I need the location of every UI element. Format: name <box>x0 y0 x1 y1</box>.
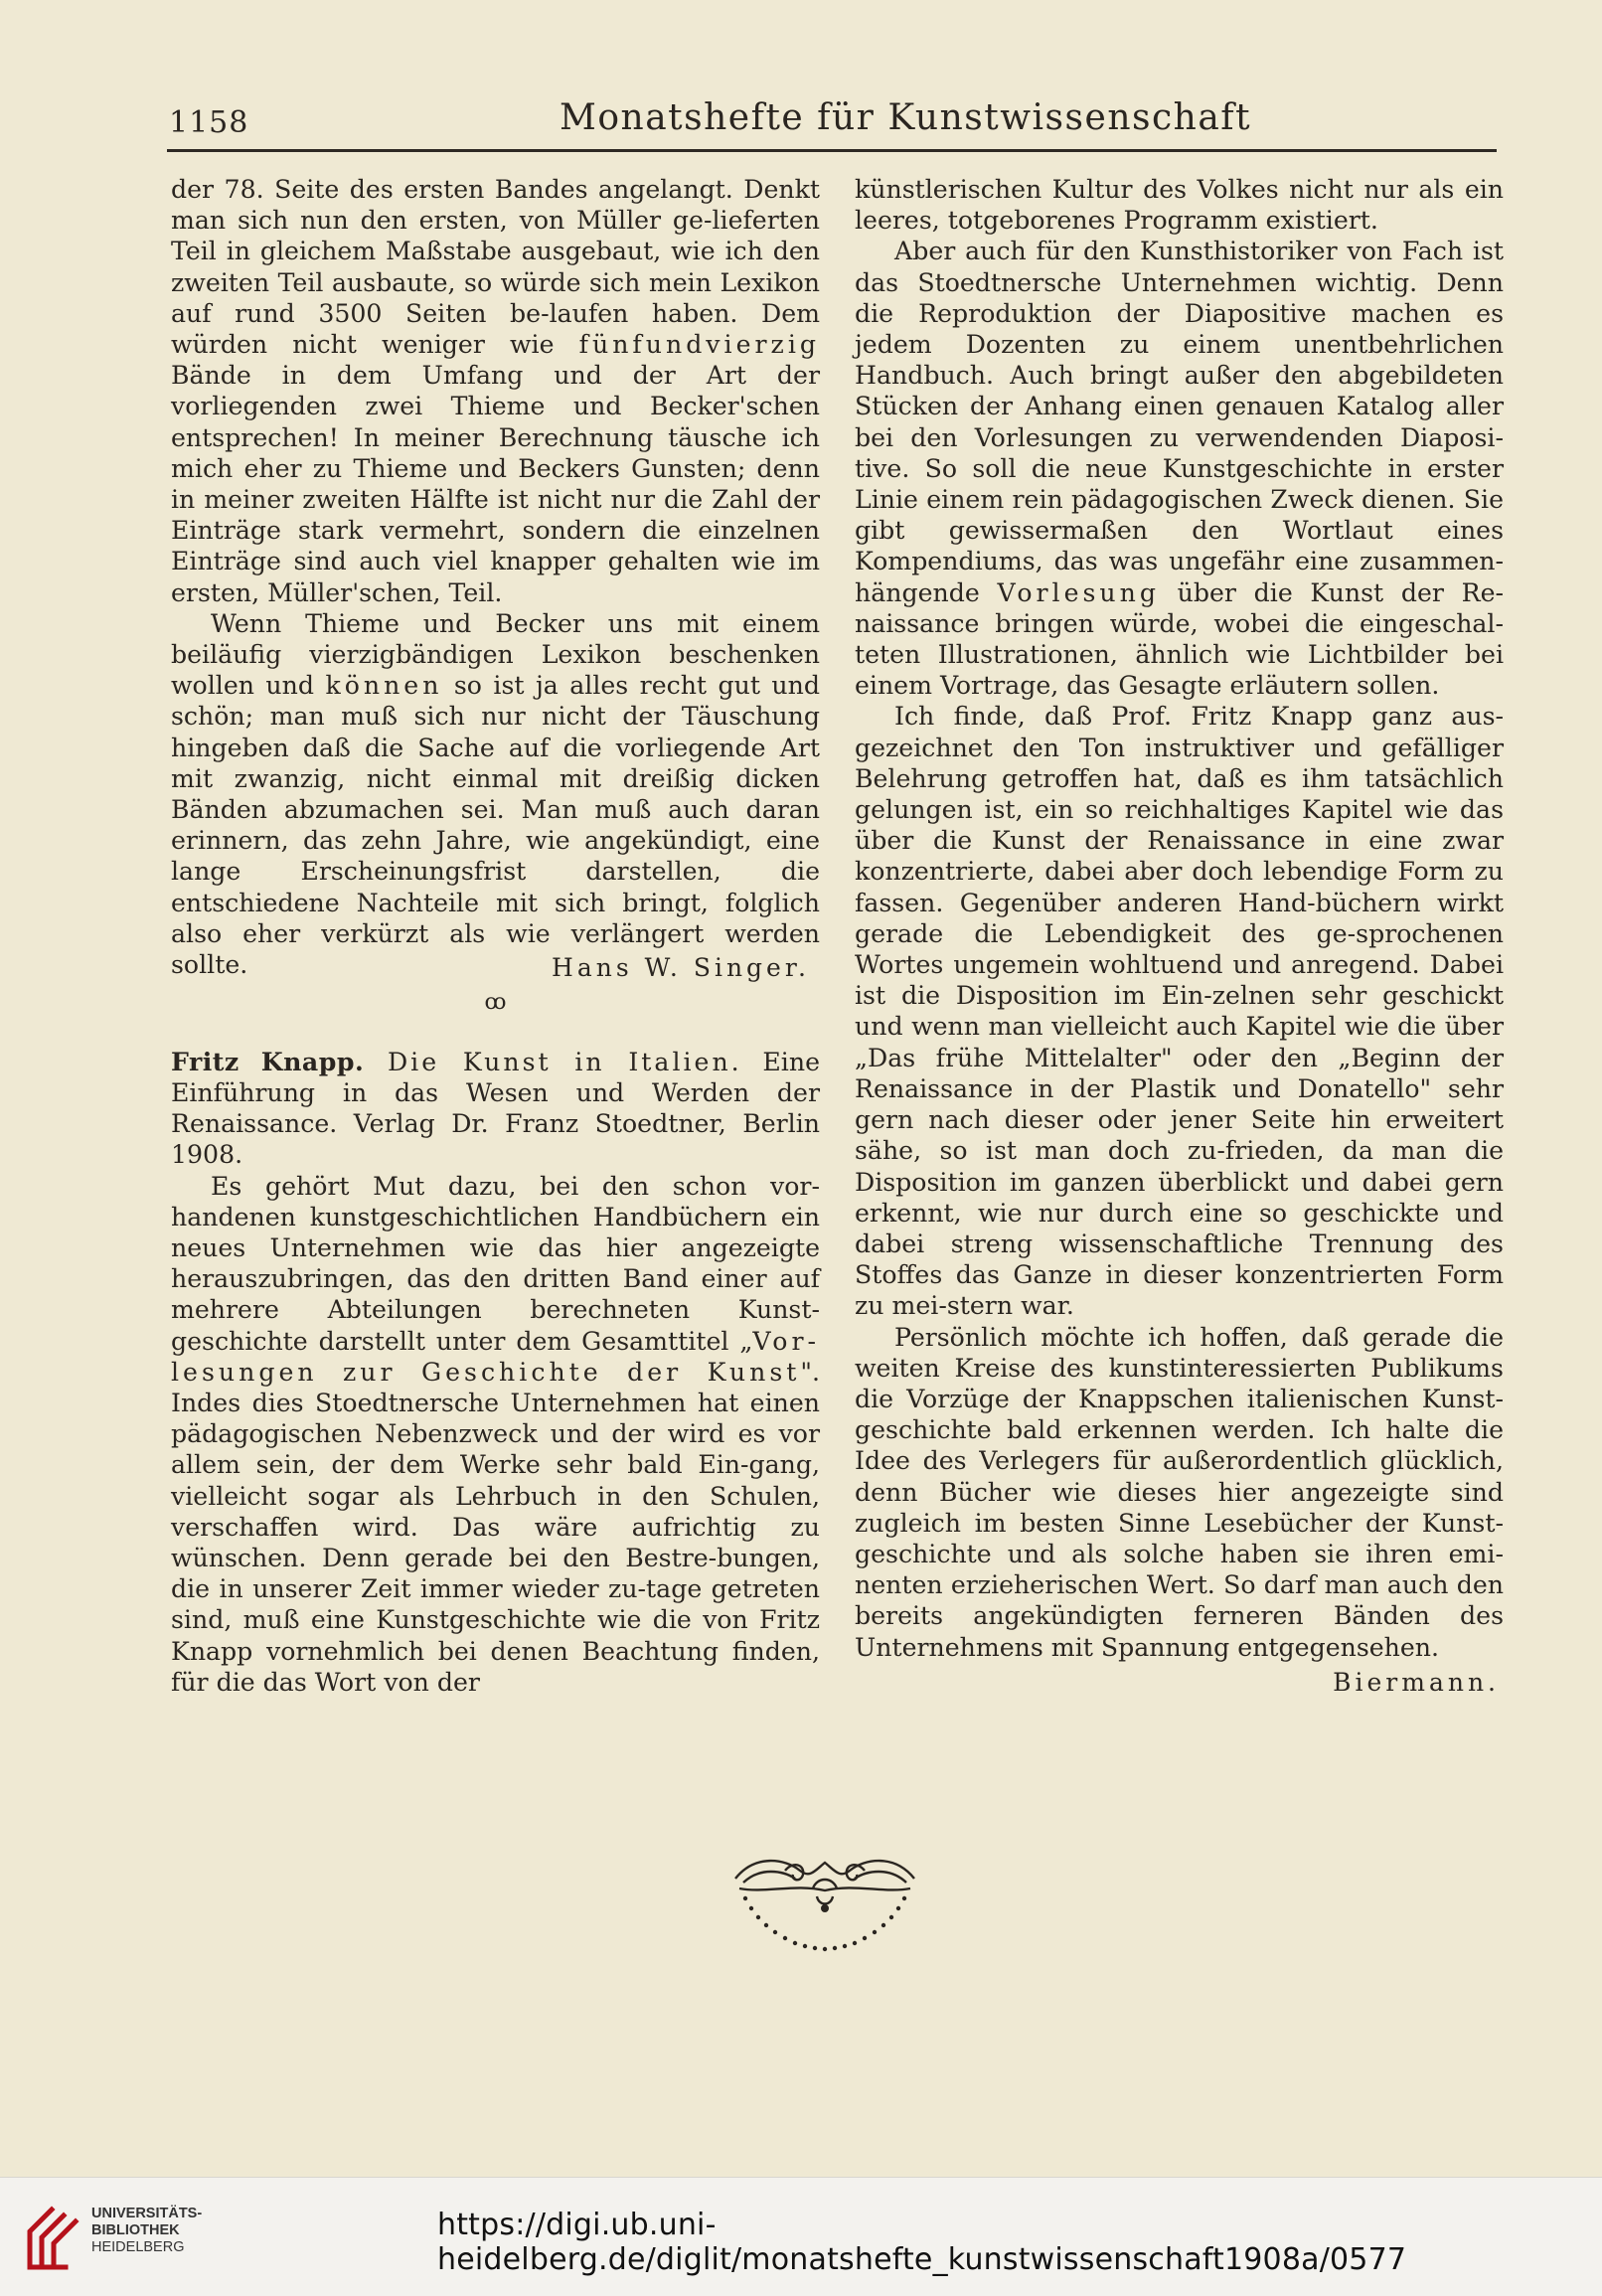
text-run: der 78. Seite des ersten Bandes angelangt. Denkt man sich nun den ersten, von Müller ge-lieferten Teil in gleichem Maßstabe ausgebaut, wie ich den zweiten Teil ausbaute, so würde sich mein Lexikon auf rund 3500 Seiten be-laufen haben. Dem würden nicht weniger wie <box>171 175 820 360</box>
running-title: Monatshefte für Kunstwissenschaft <box>560 97 1252 138</box>
paragraph <box>855 236 1504 701</box>
section-divider: ꝏ <box>484 990 507 1016</box>
library-name <box>91 2206 202 2256</box>
ornament-vignette <box>725 1849 924 1968</box>
text-run: über die Kunst der Re-naissance bringen würde, wobei die eingeschal-teten Illustrationen, ähnlich wie Lichtbilder bei einem Vortrage, das Gesagte erläutern sollen. <box>855 577 1504 701</box>
library-name-line: UNIVERSITÄTS- <box>91 2206 203 2221</box>
paragraph <box>171 608 820 980</box>
text-run: ". Indes dies Stoedtnersche Unternehmen hat einen pädagogischen Nebenzweck und der wird es vor allem sein, der dem Werke sehr bald Ein-gang, vielleicht sogar als Lehrbuch in den Schulen, verschaffen wird. Das wäre aufrichtig zu wünschen. Denn gerade bei den Bestre-bungen, die in unserer Zeit immer wieder zu-tage getreten sind, muß eine Kunstgeschichte wie die von Fritz Knapp vornehmlich bei denen Beachtung finden, für die das Wort von der <box>171 1357 820 1697</box>
library-logo-icon <box>22 2202 91 2275</box>
header-rule <box>167 149 1497 152</box>
paragraph <box>171 174 820 608</box>
review-title: Die Kunst in Italien. <box>364 1047 742 1076</box>
emphasized-text: fünfundvierzig <box>578 330 820 360</box>
paragraph <box>171 1171 820 1698</box>
paragraph: Persönlich möchte ich hoffen, daß gerade die weiten Kreise des kunstinteressierten Publikums die Vorzüge der Knappschen italienischen Kunst-geschichte bald erkennen werden. Ich halte die Idee des Verlegers für außerordentlich glücklich, denn Bücher wie dieses hier angezeigte sind zugleich im besten Sinne Lesebücher der Kunst-geschichte und als solche haben sie ihren emi-nenten erzieherischen Wert. So darf man auch den bereits angekündigten ferneren Bänden des Unternehmens mit Spannung entgegensehen. <box>855 1322 1504 1662</box>
library-name-line: BIBLIOTHEK <box>91 2222 180 2238</box>
emphasized-text: können <box>325 671 443 701</box>
paragraph: Ich finde, daß Prof. Fritz Knapp ganz aus-gezeichnet den Ton instruktiver und gefälliger Belehrung getroffen hat, daß es ihm tatsächlich gelungen ist, ein so reichhaltiges Kapitel wie das über die Kunst der Renaissance in eine zwar konzentrierte, dabei aber doch lebendige Form zu fassen. Gegenüber anderen Hand-büchern wirkt gerade die Lebendigkeit des ge-sprochenen Wortes ungemein wohltuend und anregend. Dabei ist die Disposition im Ein-zelnen sehr geschickt und wenn man vielleicht auch Kapitel wie die über „Das frühe Mittelalter" oder den „Beginn der Renaissance in der Plastik und Donatello" sehr gern nach dieser oder jener Seite hin erweitert sähe, so ist man doch zu-frieden, da man die Disposition im ganzen überblickt und dabei gern erkennt, wie nur durch eine so geschickte und dabei streng wissenschaftliche Trennung des Stoffes das Ganze in dieser konzentrierten Form zu mei-stern war. <box>855 702 1504 1321</box>
text-run: so ist ja alles recht gut und schön; man muß sich nur nicht der Täuschung hingeben daß die Sache auf die vorliegende Art mit zwanzig, nicht einmal mit dreißig dicken Bänden abzumachen sei. Man muß auch daran erinnern, das zehn Jahre, wie angekündigt, eine lange Erscheinungsfrist darstellen, die entschiedene Nachteile mit sich bringt, folglich also eher verkürzt als wie verlängert werden sollte. <box>171 671 820 980</box>
left-column <box>171 174 820 1698</box>
right-column <box>855 174 1504 1698</box>
emphasized-text: Vor-lesungen zur Geschichte der Kunst <box>171 1326 820 1387</box>
text-run: Es gehört Mut dazu, bei den schon vor-handenen kunstgeschichtlichen Handbüchern ein neues Unternehmen wie das hier angezeigte herauszubringen, das den dritten Band einer auf mehrere Abteilungen berechneten Kunst-geschichte darstellt unter dem Gesamttitel „ <box>171 1171 820 1356</box>
library-footer <box>0 2177 1602 2296</box>
emphasized-text: Vorlesung <box>997 577 1160 607</box>
page-number: 1158 <box>169 105 249 140</box>
review-bibliography: Eine Einführung in das Wesen und Werden der Renaissance. Verlag Dr. Franz Stoedtner, Berlin 1908. <box>171 1047 820 1170</box>
page-header <box>167 97 1499 151</box>
text-run: Wenn Thieme und Becker uns mit einem beiläufig vierzigbändigen Lexikon beschenken wollen und <box>171 608 820 701</box>
library-name-line: HEIDELBERG <box>91 2239 185 2255</box>
text-run: Aber auch für den Kunsthistoriker von Fach ist das Stoedtnersche Unternehmen wichtig. Denn die Reproduktion der Diapositive machen es jedem Dozenten zu einem unentbehrlichen Handbuch. Auch bringt außer den abgebildeten Stücken der Anhang einen genauen Katalog aller bei den Vorlesungen zu verwendenden Diaposi-tive. So soll die neue Kunstgeschichte in erster Linie einem rein pädagogischen Zweck dienen. Sie gibt gewissermaßen den Wortlaut eines Kompendiums, das was ungefähr eine zusammen-hängende <box>855 237 1504 607</box>
text-run: Bände in dem Umfang und der Art der vorliegenden zwei Thieme und Becker'schen entsprechen! In meiner Berechnung täusche ich mich eher zu Thieme und Beckers Gunsten; denn in meiner zweiten Hälfte ist nicht nur die Zahl der Einträge stark vermehrt, sondern die einzelnen Einträge sind auch viel knapper gehalten wie im ersten, Müller'schen, Teil. <box>171 361 820 607</box>
review-heading <box>171 1047 820 1171</box>
signature-biermann: Biermann. <box>1333 1667 1500 1697</box>
signature-singer: Hans W. Singer. <box>552 953 810 983</box>
source-url-link[interactable]: https://digi.ub.uni-heidelberg.de/diglit/monatshefte_kunstwissenschaft1908a/0577 <box>437 2208 1407 2277</box>
paragraph: künstlerischen Kultur des Volkes nicht nur als ein leeres, totgeborenes Programm existiert. <box>855 175 1504 236</box>
review-author: Fritz Knapp. <box>171 1046 365 1076</box>
